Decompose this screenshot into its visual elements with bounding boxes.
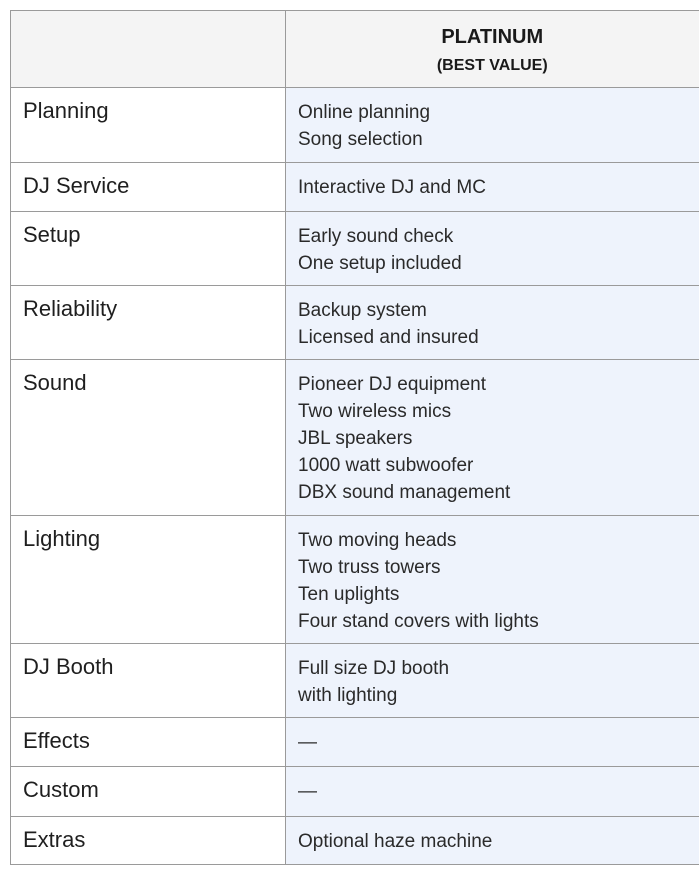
row-features: [286, 212, 699, 286]
row-features: [286, 767, 699, 817]
feature-item: Two moving heads: [298, 530, 457, 551]
row-category: DJ Booth: [11, 644, 286, 718]
feature-item: Song selection: [298, 129, 423, 150]
row-category: Reliability: [11, 286, 286, 360]
feature-item: Early sound check: [298, 226, 454, 247]
feature-item: —: [298, 781, 317, 802]
row-features: [286, 286, 699, 360]
feature-item: Two wireless mics: [298, 401, 452, 422]
table-row: [11, 360, 699, 516]
feature-item: Pioneer DJ equipment: [298, 374, 486, 395]
row-category: Custom: [11, 767, 286, 817]
table-row: [11, 286, 699, 360]
feature-item: Online planning: [298, 102, 431, 123]
feature-item: JBL speakers: [298, 428, 413, 449]
row-category: Setup: [11, 212, 286, 286]
row-category: Effects: [11, 718, 286, 767]
table-row: [11, 817, 699, 865]
row-features: [286, 718, 699, 767]
feature-item: One setup included: [298, 253, 462, 274]
table-row: [11, 88, 699, 163]
table-row: [11, 644, 699, 718]
row-features: [286, 644, 699, 718]
table-row: [11, 212, 699, 286]
row-category: Lighting: [11, 516, 286, 644]
feature-item: Two truss towers: [298, 557, 441, 578]
header-empty-cell: [11, 11, 286, 88]
row-features: [286, 163, 699, 212]
feature-item: DBX sound management: [298, 482, 511, 503]
comparison-table-container: [10, 10, 698, 865]
package-comparison-table: [10, 10, 699, 865]
row-features: [286, 360, 699, 516]
feature-item: with lighting: [298, 685, 398, 706]
feature-item: Licensed and insured: [298, 327, 479, 348]
table-header-row: [11, 11, 699, 88]
feature-item: Four stand covers with lights: [298, 611, 539, 632]
feature-item: Ten uplights: [298, 584, 400, 605]
feature-item: Interactive DJ and MC: [298, 177, 486, 198]
feature-item: Optional haze machine: [298, 831, 493, 852]
table-row: [11, 767, 699, 817]
row-category: Sound: [11, 360, 286, 516]
row-category: Planning: [11, 88, 286, 163]
feature-item: Backup system: [298, 300, 427, 321]
row-features: [286, 88, 699, 163]
plan-name: PLATINUM: [441, 25, 544, 48]
row-features: [286, 516, 699, 644]
feature-item: —: [298, 732, 317, 753]
table-row: [11, 718, 699, 767]
plan-header-cell: [286, 11, 699, 88]
row-features: [286, 817, 699, 865]
feature-item: Full size DJ booth: [298, 658, 450, 679]
row-category: DJ Service: [11, 163, 286, 212]
plan-tagline: (BEST VALUE): [436, 56, 548, 74]
feature-item: 1000 watt subwoofer: [298, 455, 474, 476]
table-row: [11, 163, 699, 212]
table-row: [11, 516, 699, 644]
row-category: Extras: [11, 817, 286, 865]
